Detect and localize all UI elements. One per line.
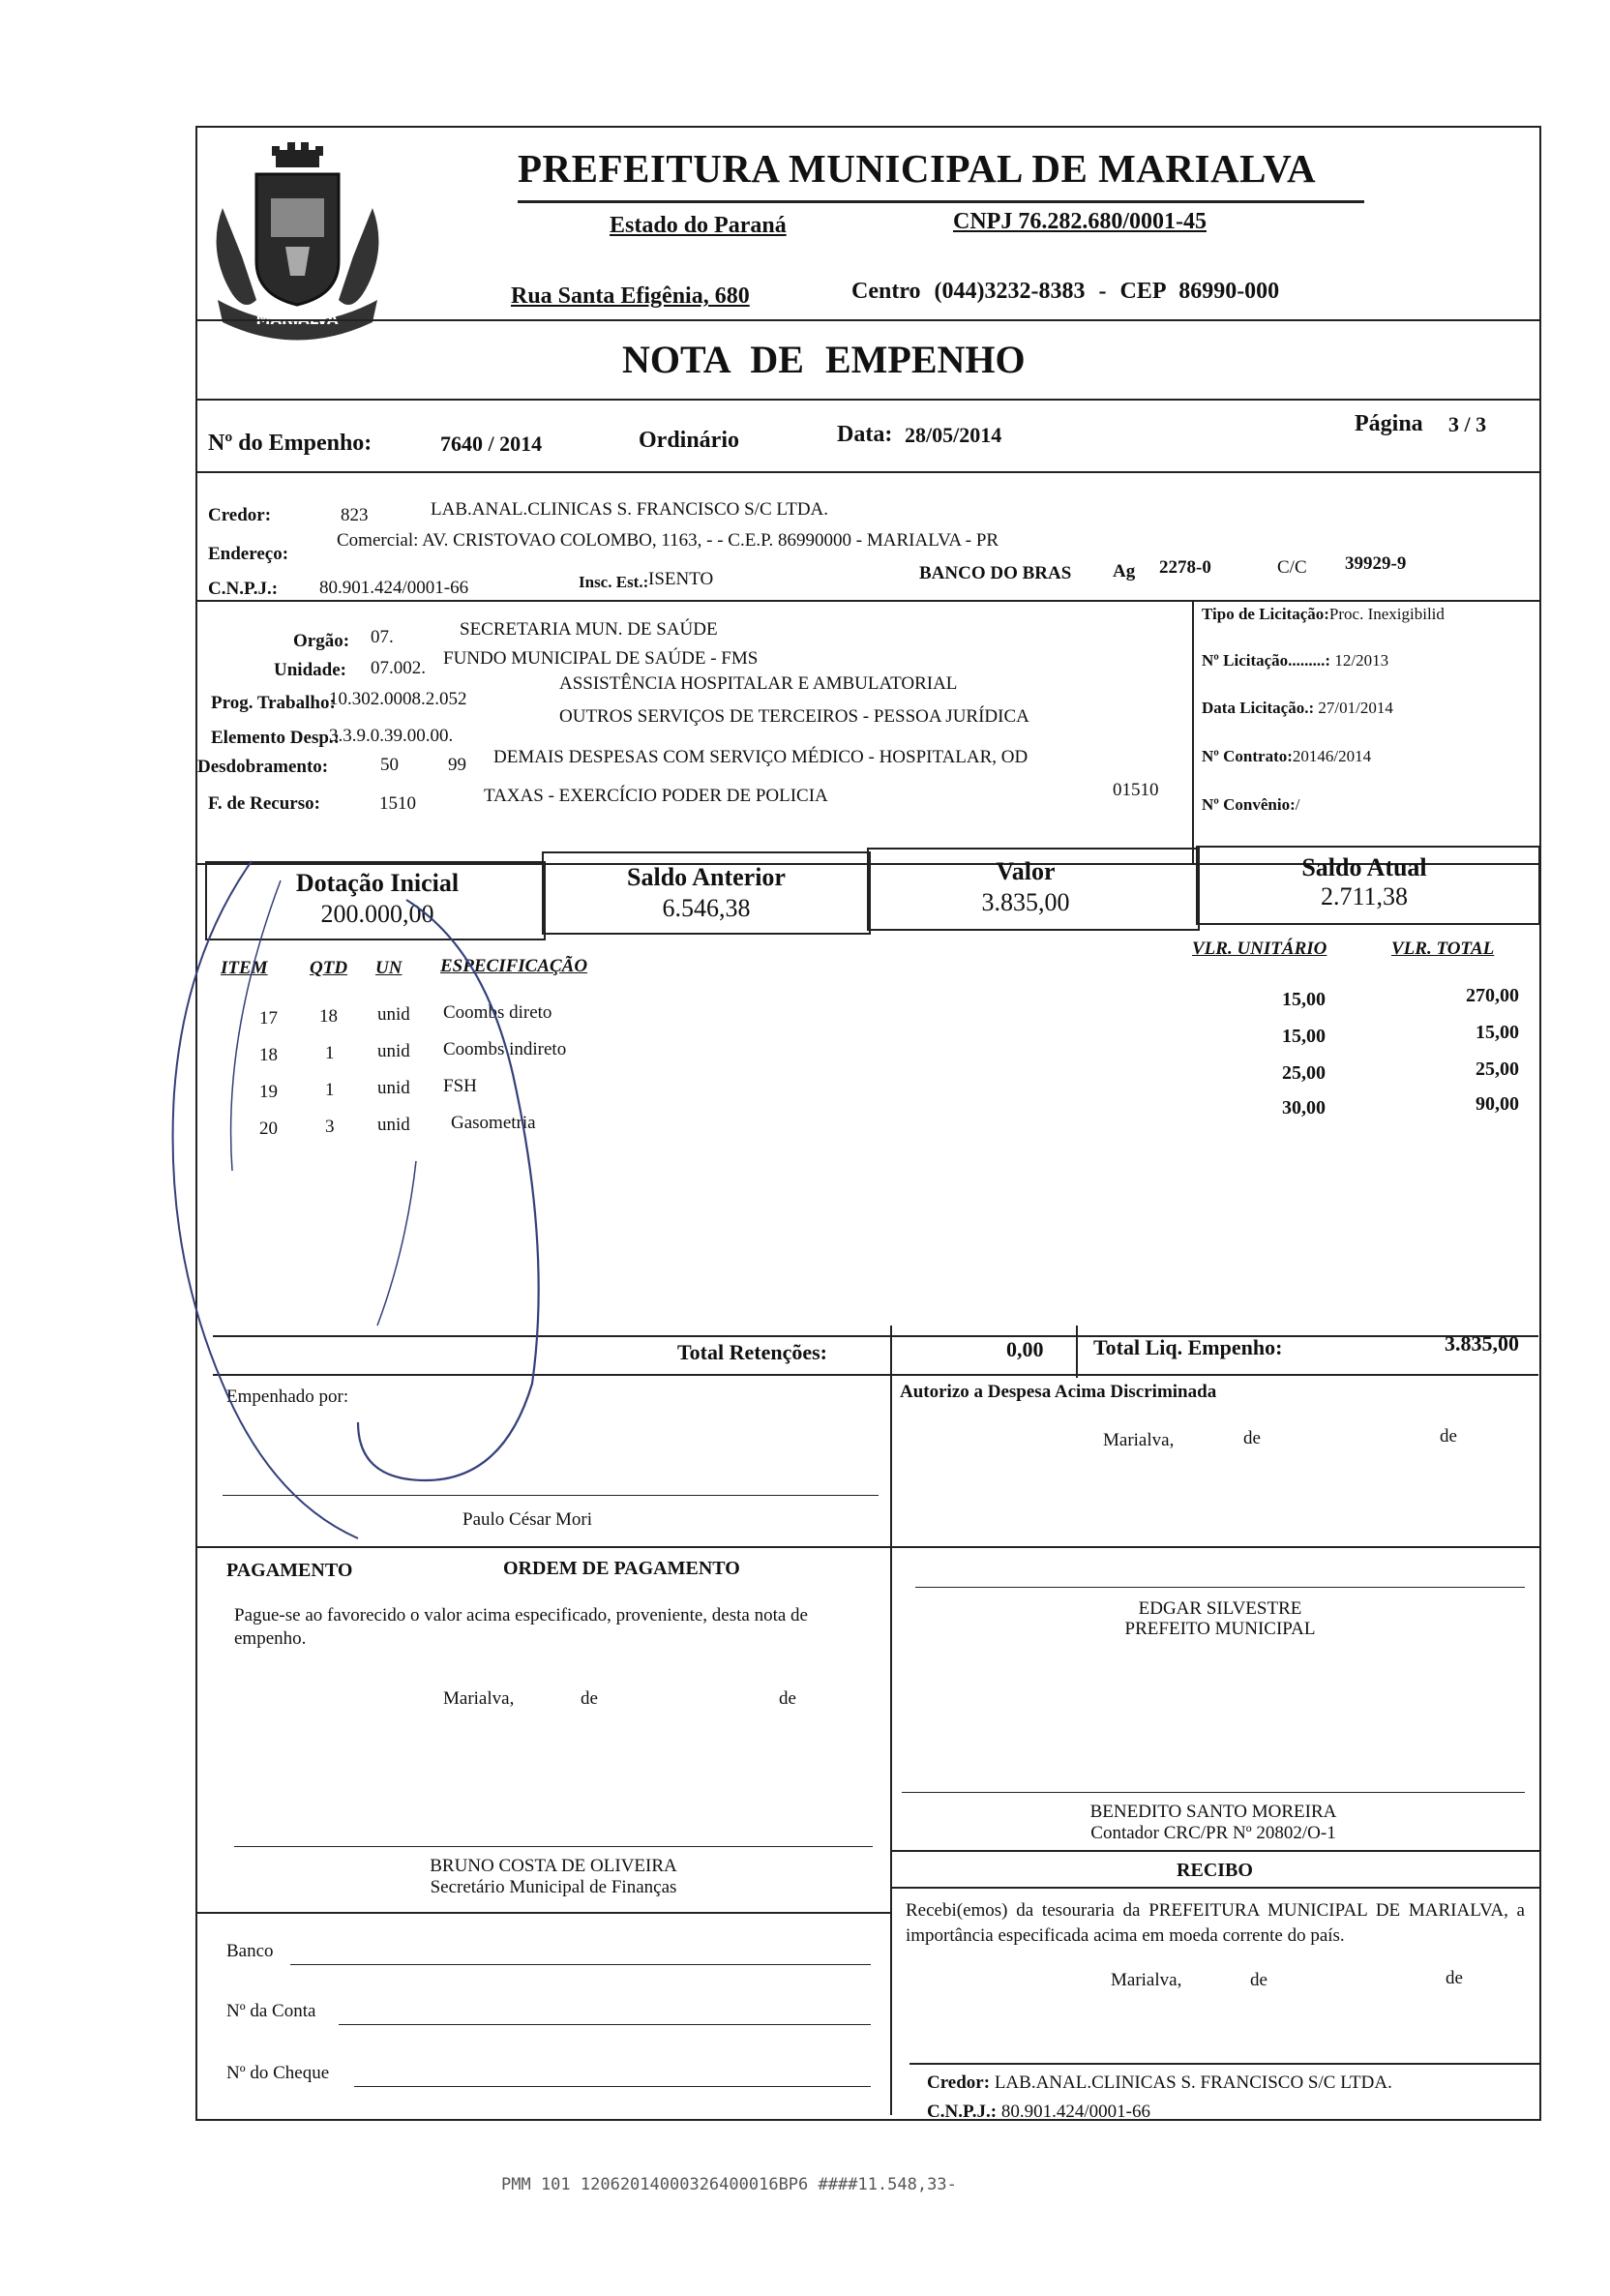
recibo-cnpj-label: C.N.P.J.:	[927, 2102, 998, 2122]
item-qtd: 1	[325, 1080, 335, 1100]
elemento-code: 3.3.9.0.39.00.00.	[329, 726, 454, 746]
recibo-de: de	[1446, 1968, 1463, 1988]
unidade-label: Unidade:	[274, 660, 346, 680]
prog-label: Prog. Trabalho:	[211, 693, 336, 713]
divider	[197, 319, 1539, 321]
divider	[1192, 600, 1194, 863]
unidade-code: 07.002.	[371, 658, 426, 678]
empenho-number-label: Nº do Empenho:	[208, 431, 373, 456]
item-number: 17	[259, 1008, 278, 1029]
item-total: 270,00	[1466, 985, 1519, 1006]
document-title: NOTA DE EMPENHO	[622, 338, 1026, 381]
liquid-label: Total Liq. Empenho:	[1093, 1335, 1283, 1359]
divider	[890, 1374, 892, 1546]
desdobramento-a: 50	[380, 755, 399, 775]
licitacao-date: 27/01/2014	[1318, 699, 1393, 717]
conta-label: Nº da Conta	[226, 2001, 316, 2021]
item-total: 15,00	[1476, 1022, 1519, 1043]
prog-code: 10.302.0008.2.052	[329, 689, 467, 709]
col-qtd-header: QTD	[310, 958, 348, 978]
pagamento-de: de	[779, 1688, 796, 1709]
cheque-label: Nº do Cheque	[226, 2063, 330, 2083]
autorizo-de: de	[1440, 1426, 1457, 1446]
contrato-label: Nº Contrato:	[1202, 747, 1293, 765]
svg-text:MARIALVA: MARIALVA	[255, 311, 339, 328]
creditor-name: LAB.ANAL.CLINICAS S. FRANCISCO S/C LTDA.	[431, 499, 829, 520]
signature-line	[915, 1587, 1525, 1588]
creditor-code: 823	[341, 505, 369, 525]
secretario-title: Secretário Municipal de Finanças	[430, 1877, 677, 1897]
empenhado-name: Paulo César Mori	[462, 1509, 593, 1530]
page-label: Página	[1355, 411, 1423, 436]
recurso-extra: 01510	[1113, 780, 1159, 800]
item-unit-price: 15,00	[1282, 1026, 1326, 1047]
licitacao-date-label: Data Licitação.:	[1202, 699, 1315, 717]
divider	[890, 1546, 892, 2115]
footer-code: PMM 101 12062014000326400016BP6 ####11.548,33-	[501, 2175, 957, 2194]
cheque-line[interactable]	[354, 2086, 871, 2087]
autorizo-de: de	[1243, 1428, 1261, 1448]
orgao-code: 07.	[371, 627, 394, 647]
item-unit: unid	[377, 1004, 410, 1025]
orgao-name: SECRETARIA MUN. DE SAÚDE	[460, 619, 718, 640]
divider	[197, 600, 1539, 602]
district-phone-cep: Centro (044)3232-8383 - CEP 86990-000	[851, 279, 1280, 304]
page-number: 3 / 3	[1448, 412, 1487, 436]
desdobramento-label: Desdobramento:	[197, 757, 329, 777]
retencoes-value: 0,00	[1006, 1337, 1044, 1361]
conta-line[interactable]	[339, 2024, 871, 2025]
prog-name: ASSISTÊNCIA HOSPITALAR E AMBULATORIAL	[559, 673, 958, 694]
valor-label: Valor	[996, 857, 1056, 885]
agency: 2278-0	[1159, 557, 1211, 578]
pagamento-city: Marialva,	[443, 1688, 515, 1709]
col-un-header: UN	[375, 958, 402, 978]
desdobramento-b: 99	[448, 755, 466, 775]
cnpj-label: C.N.P.J.:	[208, 579, 279, 599]
divider	[890, 1326, 892, 1378]
divider	[197, 471, 1539, 473]
item-qtd: 1	[325, 1043, 335, 1063]
recibo-title: RECIBO	[1177, 1860, 1253, 1881]
secretario-name: BRUNO COSTA DE OLIVEIRA	[430, 1856, 677, 1876]
item-total: 90,00	[1476, 1093, 1519, 1115]
col-total-header: VLR. TOTAL	[1391, 939, 1495, 959]
street-address: Rua Santa Efigênia, 680	[511, 283, 750, 309]
desdobramento-name: DEMAIS DESPESAS COM SERVIÇO MÉDICO - HOSPITALAR, OD	[493, 747, 1029, 767]
prefeito-name: EDGAR SILVESTRE	[1138, 1598, 1302, 1619]
recibo-de: de	[1250, 1970, 1267, 1990]
col-item-header: ITEM	[221, 958, 268, 978]
item-unit-price: 30,00	[1282, 1097, 1326, 1118]
recurso-name: TAXAS - EXERCÍCIO PODER DE POLICIA	[484, 786, 828, 806]
creditor-label: Credor:	[208, 505, 272, 525]
divider	[197, 399, 1539, 401]
recibo-credor: LAB.ANAL.CLINICAS S. FRANCISCO S/C LTDA.	[994, 2072, 1392, 2093]
item-spec: FSH	[443, 1076, 477, 1096]
pagamento-label: PAGAMENTO	[226, 1560, 353, 1581]
saldo-anterior-value: 6.546,38	[662, 894, 751, 922]
elemento-label: Elemento Desp.:	[211, 728, 340, 748]
account-label: C/C	[1277, 557, 1307, 578]
saldo-atual-label: Saldo Atual	[1301, 853, 1427, 881]
contrato-number: 20146/2014	[1292, 747, 1372, 765]
recurso-code: 1510	[379, 793, 416, 814]
item-qtd: 3	[325, 1117, 335, 1137]
dotacao-label: Dotação Inicial	[295, 869, 460, 897]
tipo-licitacao: Proc. Inexigibilid	[1328, 605, 1445, 623]
ordem-pagamento-label: ORDEM DE PAGAMENTO	[503, 1558, 740, 1579]
municipality-cnpj: CNPJ 76.282.680/0001-45	[953, 209, 1207, 234]
prefeito-title: PREFEITO MUNICIPAL	[1124, 1619, 1316, 1639]
item-spec: Coombs indireto	[443, 1039, 567, 1059]
empenho-number: 7640 / 2014	[440, 432, 543, 456]
item-number: 19	[259, 1082, 278, 1102]
recibo-cnpj: 80.901.424/0001-66	[1000, 2102, 1150, 2122]
item-unit: unid	[377, 1115, 410, 1135]
divider	[890, 1887, 1539, 1889]
item-unit: unid	[377, 1078, 410, 1098]
empenho-type: Ordinário	[639, 428, 740, 453]
divider	[909, 2063, 1539, 2065]
item-spec: Coombs direto	[443, 1002, 552, 1023]
recibo-city: Marialva,	[1111, 1970, 1182, 1990]
divider	[1076, 1326, 1078, 1378]
licitacao-number: 12/2013	[1334, 651, 1389, 670]
municipality-title: PREFEITURA MUNICIPAL DE MARIALVA	[518, 146, 1317, 191]
banco-label: Banco	[226, 1941, 274, 1961]
signature-line	[902, 1792, 1525, 1793]
retencoes-label: Total Retenções:	[677, 1340, 827, 1364]
valor-value: 3.835,00	[981, 888, 1070, 916]
empenho-date: 28/05/2014	[905, 423, 1002, 447]
pague-se-text: Pague-se ao favorecido o valor acima especificado, proveniente, desta nota de empenho.	[234, 1605, 808, 1649]
account-number: 39929-9	[1345, 553, 1407, 574]
empenho-date-label: Data:	[837, 422, 893, 447]
insc-label: Insc. Est.:	[579, 573, 649, 591]
divider	[890, 1850, 1539, 1852]
autorizo-city: Marialva,	[1103, 1430, 1175, 1450]
elemento-name: OUTROS SERVIÇOS DE TERCEIROS - PESSOA JURÍDICA	[559, 706, 1029, 727]
licitacao-number-label: Nº Licitação.........:	[1202, 651, 1331, 670]
autorizo-text: Autorizo a Despesa Acima Discriminada	[900, 1382, 1217, 1402]
contador-name: BENEDITO SANTO MOREIRA	[1089, 1802, 1337, 1822]
liquid-value: 3.835,00	[1445, 1331, 1519, 1356]
state-name: Estado do Paraná	[610, 213, 787, 238]
orgao-label: Orgão:	[293, 631, 350, 651]
saldo-atual-value: 2.711,38	[1320, 882, 1409, 910]
item-total: 25,00	[1476, 1059, 1519, 1080]
item-spec: Gasometria	[451, 1113, 536, 1133]
col-unit-price-header: VLR. UNITÁRIO	[1192, 939, 1327, 959]
signature-line	[234, 1846, 873, 1847]
item-unit-price: 15,00	[1282, 989, 1326, 1010]
item-number: 18	[259, 1045, 278, 1065]
tipo-licitacao-label: Tipo de Licitação:	[1202, 605, 1329, 623]
unidade-name: FUNDO MUNICIPAL DE SAÚDE - FMS	[443, 648, 759, 669]
convenio-number: /	[1295, 795, 1300, 814]
convenio-label: Nº Convênio:	[1202, 795, 1296, 814]
creditor-address: Comercial: AV. CRISTOVAO COLOMBO, 1163, - - C.E.P. 86990000 - MARIALVA - PR	[337, 530, 999, 551]
item-unit-price: 25,00	[1282, 1062, 1326, 1084]
creditor-cnpj: 80.901.424/0001-66	[319, 578, 469, 598]
recibo-credor-label: Credor:	[927, 2072, 991, 2093]
col-spec-header: ESPECIFICAÇÃO	[440, 956, 588, 976]
item-number: 20	[259, 1118, 278, 1139]
divider	[197, 1912, 890, 1914]
item-qtd: 18	[319, 1006, 338, 1027]
recibo-text: Recebi(emos) da tesouraria da PREFEITURA MUNICIPAL DE MARIALVA, a importância especificada acima em moeda corrente do país.	[906, 1900, 1525, 1946]
municipal-crest-image	[198, 140, 397, 343]
recurso-label: F. de Recurso:	[208, 793, 320, 814]
insc-value: ISENTO	[648, 569, 714, 589]
dotacao-value: 200.000,00	[320, 900, 434, 928]
item-unit: unid	[377, 1041, 410, 1061]
bank-name: BANCO DO BRAS	[919, 563, 1072, 583]
empenhado-label: Empenhado por:	[226, 1387, 349, 1407]
pagamento-de: de	[581, 1688, 598, 1709]
saldo-anterior-label: Saldo Anterior	[627, 863, 786, 891]
contador-title: Contador CRC/PR Nº 20802/O-1	[1090, 1823, 1336, 1843]
banco-line[interactable]	[290, 1964, 871, 1965]
agency-label: Ag	[1113, 561, 1136, 581]
handwritten-signature	[164, 842, 668, 1548]
address-label: Endereço:	[208, 544, 289, 564]
title-underline	[518, 200, 1364, 203]
